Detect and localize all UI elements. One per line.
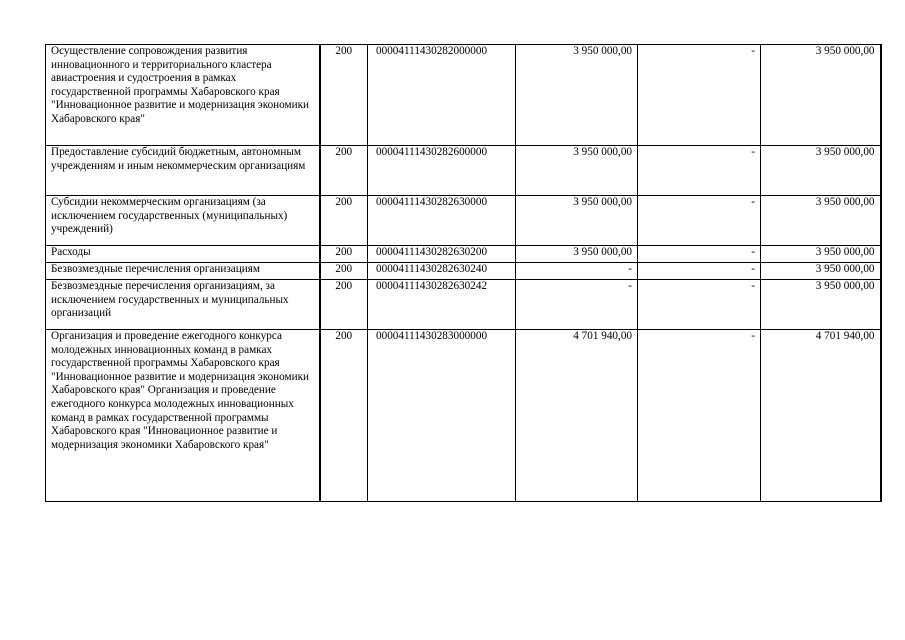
row-unexecuted-cell: 3 950 000,00 (761, 246, 881, 263)
row-kbk-cell: 00004111430282600000 (368, 146, 516, 196)
row-executed-cell: - (638, 146, 761, 196)
row-kbk-cell: 00004111430282000000 (368, 45, 516, 146)
row-kbk-cell: 00004111430282630242 (368, 280, 516, 330)
table-row (46, 196, 881, 246)
budget-execution-table (45, 44, 882, 502)
table-row (46, 330, 881, 502)
row-approved-cell: 3 950 000,00 (516, 45, 638, 146)
row-approved-cell: 3 950 000,00 (516, 246, 638, 263)
table-row (46, 246, 881, 263)
row-name-cell: Безвозмездные перечисления организациям (46, 263, 320, 280)
row-approved-cell: - (516, 280, 638, 330)
row-approved-cell: - (516, 263, 638, 280)
row-code-cell: 200 (320, 280, 368, 330)
row-kbk-cell: 00004111430282630240 (368, 263, 516, 280)
row-executed-cell: - (638, 246, 761, 263)
row-executed-cell: - (638, 280, 761, 330)
row-code-cell: 200 (320, 45, 368, 146)
row-name-cell: Субсидии некоммерческим организациям (за исключением государственных (муниципальных) учреждений) (46, 196, 320, 246)
row-name-cell: Безвозмездные перечисления организациям, за исключением государственных и муниципальных организаций (46, 280, 320, 330)
row-unexecuted-cell: 3 950 000,00 (761, 263, 881, 280)
row-unexecuted-cell: 3 950 000,00 (761, 280, 881, 330)
row-unexecuted-cell: 3 950 000,00 (761, 196, 881, 246)
table-row (46, 146, 881, 196)
row-code-cell: 200 (320, 330, 368, 502)
row-code-cell: 200 (320, 196, 368, 246)
table-row (46, 280, 881, 330)
row-name-cell: Расходы (46, 246, 320, 263)
row-approved-cell: 3 950 000,00 (516, 146, 638, 196)
row-executed-cell: - (638, 330, 761, 502)
row-name-cell: Предоставление субсидий бюджетным, автономным учреждениям и иным некоммерческим организациям (46, 146, 320, 196)
row-name-cell: Осуществление сопровождения развития инновационного и территориального кластера авиастроения и судостроения в рамках государственной программы Хабаровского края "Инновационное развитие и модернизация экономики Хабаровского края" (46, 45, 320, 146)
row-kbk-cell: 00004111430283000000 (368, 330, 516, 502)
row-executed-cell: - (638, 196, 761, 246)
row-kbk-cell: 00004111430282630000 (368, 196, 516, 246)
row-unexecuted-cell: 3 950 000,00 (761, 146, 881, 196)
row-executed-cell: - (638, 263, 761, 280)
table-row (46, 263, 881, 280)
row-approved-cell: 3 950 000,00 (516, 196, 638, 246)
row-executed-cell: - (638, 45, 761, 146)
row-kbk-cell: 00004111430282630200 (368, 246, 516, 263)
row-code-cell: 200 (320, 146, 368, 196)
row-unexecuted-cell: 3 950 000,00 (761, 45, 881, 146)
row-code-cell: 200 (320, 263, 368, 280)
table-row (46, 45, 881, 146)
row-code-cell: 200 (320, 246, 368, 263)
row-approved-cell: 4 701 940,00 (516, 330, 638, 502)
row-name-cell: Организация и проведение ежегодного конкурса молодежных инновационных команд в рамках государственной программы Хабаровского края "Инновационное развитие и модернизация экономики Хабаровского края" Организация и проведение ежегодного конкурса молодежных инновационных команд в рамках государственной программы Хабаровского края "Инновационное развитие и модернизация экономики Хабаровского края" (46, 330, 320, 502)
row-unexecuted-cell: 4 701 940,00 (761, 330, 881, 502)
